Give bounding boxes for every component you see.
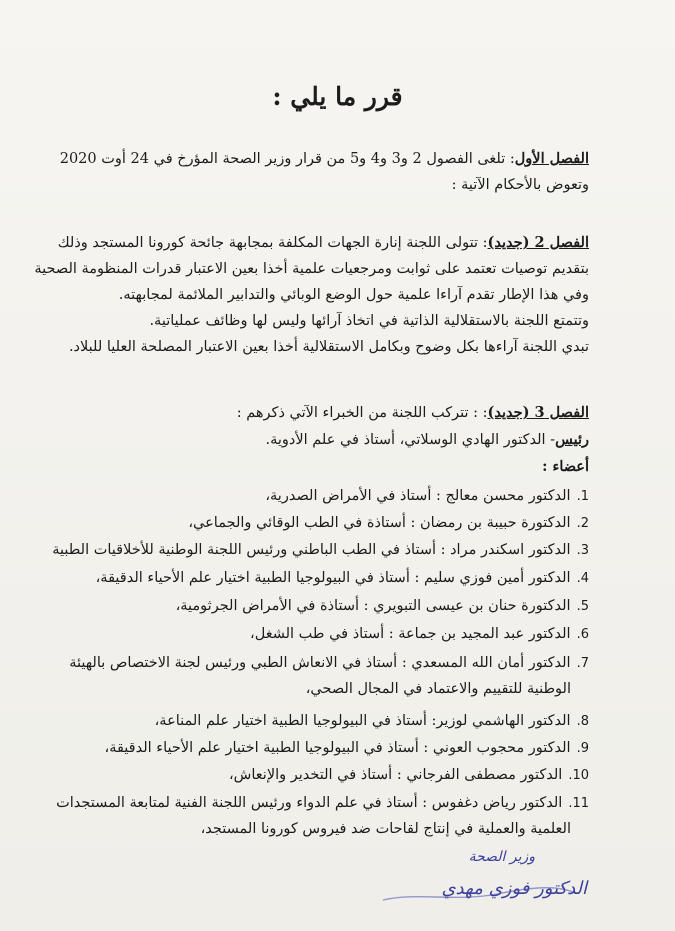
article3-label: الفصل 3 (جديد) xyxy=(487,404,589,421)
member-item: 1.الدكتور محسن معالج : أستاذ في الأمراض الصدرية، xyxy=(265,488,589,504)
member-item: 9.الدكتور محجوب العوني : أستاذ في البيولوجيا الطبية اختيار علم الأحياء الدقيقة، xyxy=(104,740,589,756)
article3-intro: الفصل 3 (جديد): : تتركب اللجنة من الخبراء الآتي ذكرهم : xyxy=(236,404,589,421)
article1-line1: الفصل الأول: تلغى الفصول 2 و3 و4 و5 من قرار وزير الصحة المؤرخ في 24 أوت 2020 xyxy=(59,150,589,167)
president-line: رئيس- الدكتور الهادي الوسلاتي، أستاذ في علم الأدوية. xyxy=(265,431,589,448)
member-item: 10.الدكتور مصطفى الفرجاني : أستاذ في التخدير والإنعاش، xyxy=(228,767,589,783)
member-item-continuation: العلمية والعملية في إنتاج لقاحات ضد فيروس كورونا المستجد، xyxy=(200,821,571,837)
president-label: رئيس xyxy=(555,431,589,448)
article2-line3: وفي هذا الإطار تقدم آراءا علمية حول الوضع الوبائي والتدابير الملائمة لمجابهته. xyxy=(118,287,589,303)
member-item: 11.الدكتور رياض دغفوس : أستاذ في علم الدواء ورئيس اللجنة الفنية لمتابعة المستجدات xyxy=(56,795,589,811)
article1-label: الفصل الأول xyxy=(514,150,589,167)
member-item: 7.الدكتور أمان الله المسعدي : أستاذ في الانعاش الطبي ورئيس لجنة الاختصاص بالهيئة xyxy=(69,655,589,671)
member-item: 4.الدكتور أمين فوزي سليم : أستاذ في البيولوجيا الطبية اختيار علم الأحياء الدقيقة، xyxy=(95,570,589,586)
member-item: 3.الدكتور اسكندر مراد : أستاذ في الطب الباطني ورئيس اللجنة الوطنية للأخلاقيات الطبية xyxy=(52,542,589,558)
members-label: أعضاء : xyxy=(542,458,589,475)
member-item: 8.الدكتور الهاشمي لوزير: أستاذ في البيولوجيا الطبية اختيار علم المناعة، xyxy=(154,713,589,729)
member-item: 5.الدكتورة حنان بن عيسى التبويري : أستاذة في الأمراض الجرثومية، xyxy=(175,598,589,614)
article2-label: الفصل 2 (جديد) xyxy=(487,234,589,251)
article2-line1: الفصل 2 (جديد): تتولى اللجنة إنارة الجهات المكلفة بمجابهة جائحة كورونا المستجد وذلك xyxy=(57,234,589,251)
article2-line4: وتتمتع اللجنة بالاستقلالية الذاتية في اتخاذ آرائها وليس لها وظائف عملياتية. xyxy=(149,313,589,329)
decree-title: قرر ما يلي : xyxy=(272,82,403,111)
signature-stroke xyxy=(377,872,577,906)
minister-title: وزير الصحة xyxy=(468,849,535,865)
article1-line2: وتعوض بالأحكام الآتية : xyxy=(451,177,589,193)
member-item: 6.الدكتور عبد المجيد بن جماعة : أستاذ في طب الشغل، xyxy=(250,626,589,642)
minister-signature-name: الدكتور فوزي مهدي xyxy=(441,878,587,899)
member-item-continuation: الوطنية للتقييم والاعتماد في المجال الصحي، xyxy=(305,681,571,697)
article2-line2: بتقديم توصيات تعتمد على ثوابت ومرجعيات علمية أخذا بعين الاعتبار قدرات المنظومة الصحية xyxy=(34,261,589,277)
article2-line5: تبدي اللجنة آراءها بكل وضوح وبكامل الاستقلالية أخذا بعين الاعتبار المصلحة العليا للبلاد. xyxy=(68,339,589,355)
member-item: 2.الدكتورة حبيبة بن رمضان : أستاذة في الطب الوقائي والجماعي، xyxy=(188,515,589,531)
